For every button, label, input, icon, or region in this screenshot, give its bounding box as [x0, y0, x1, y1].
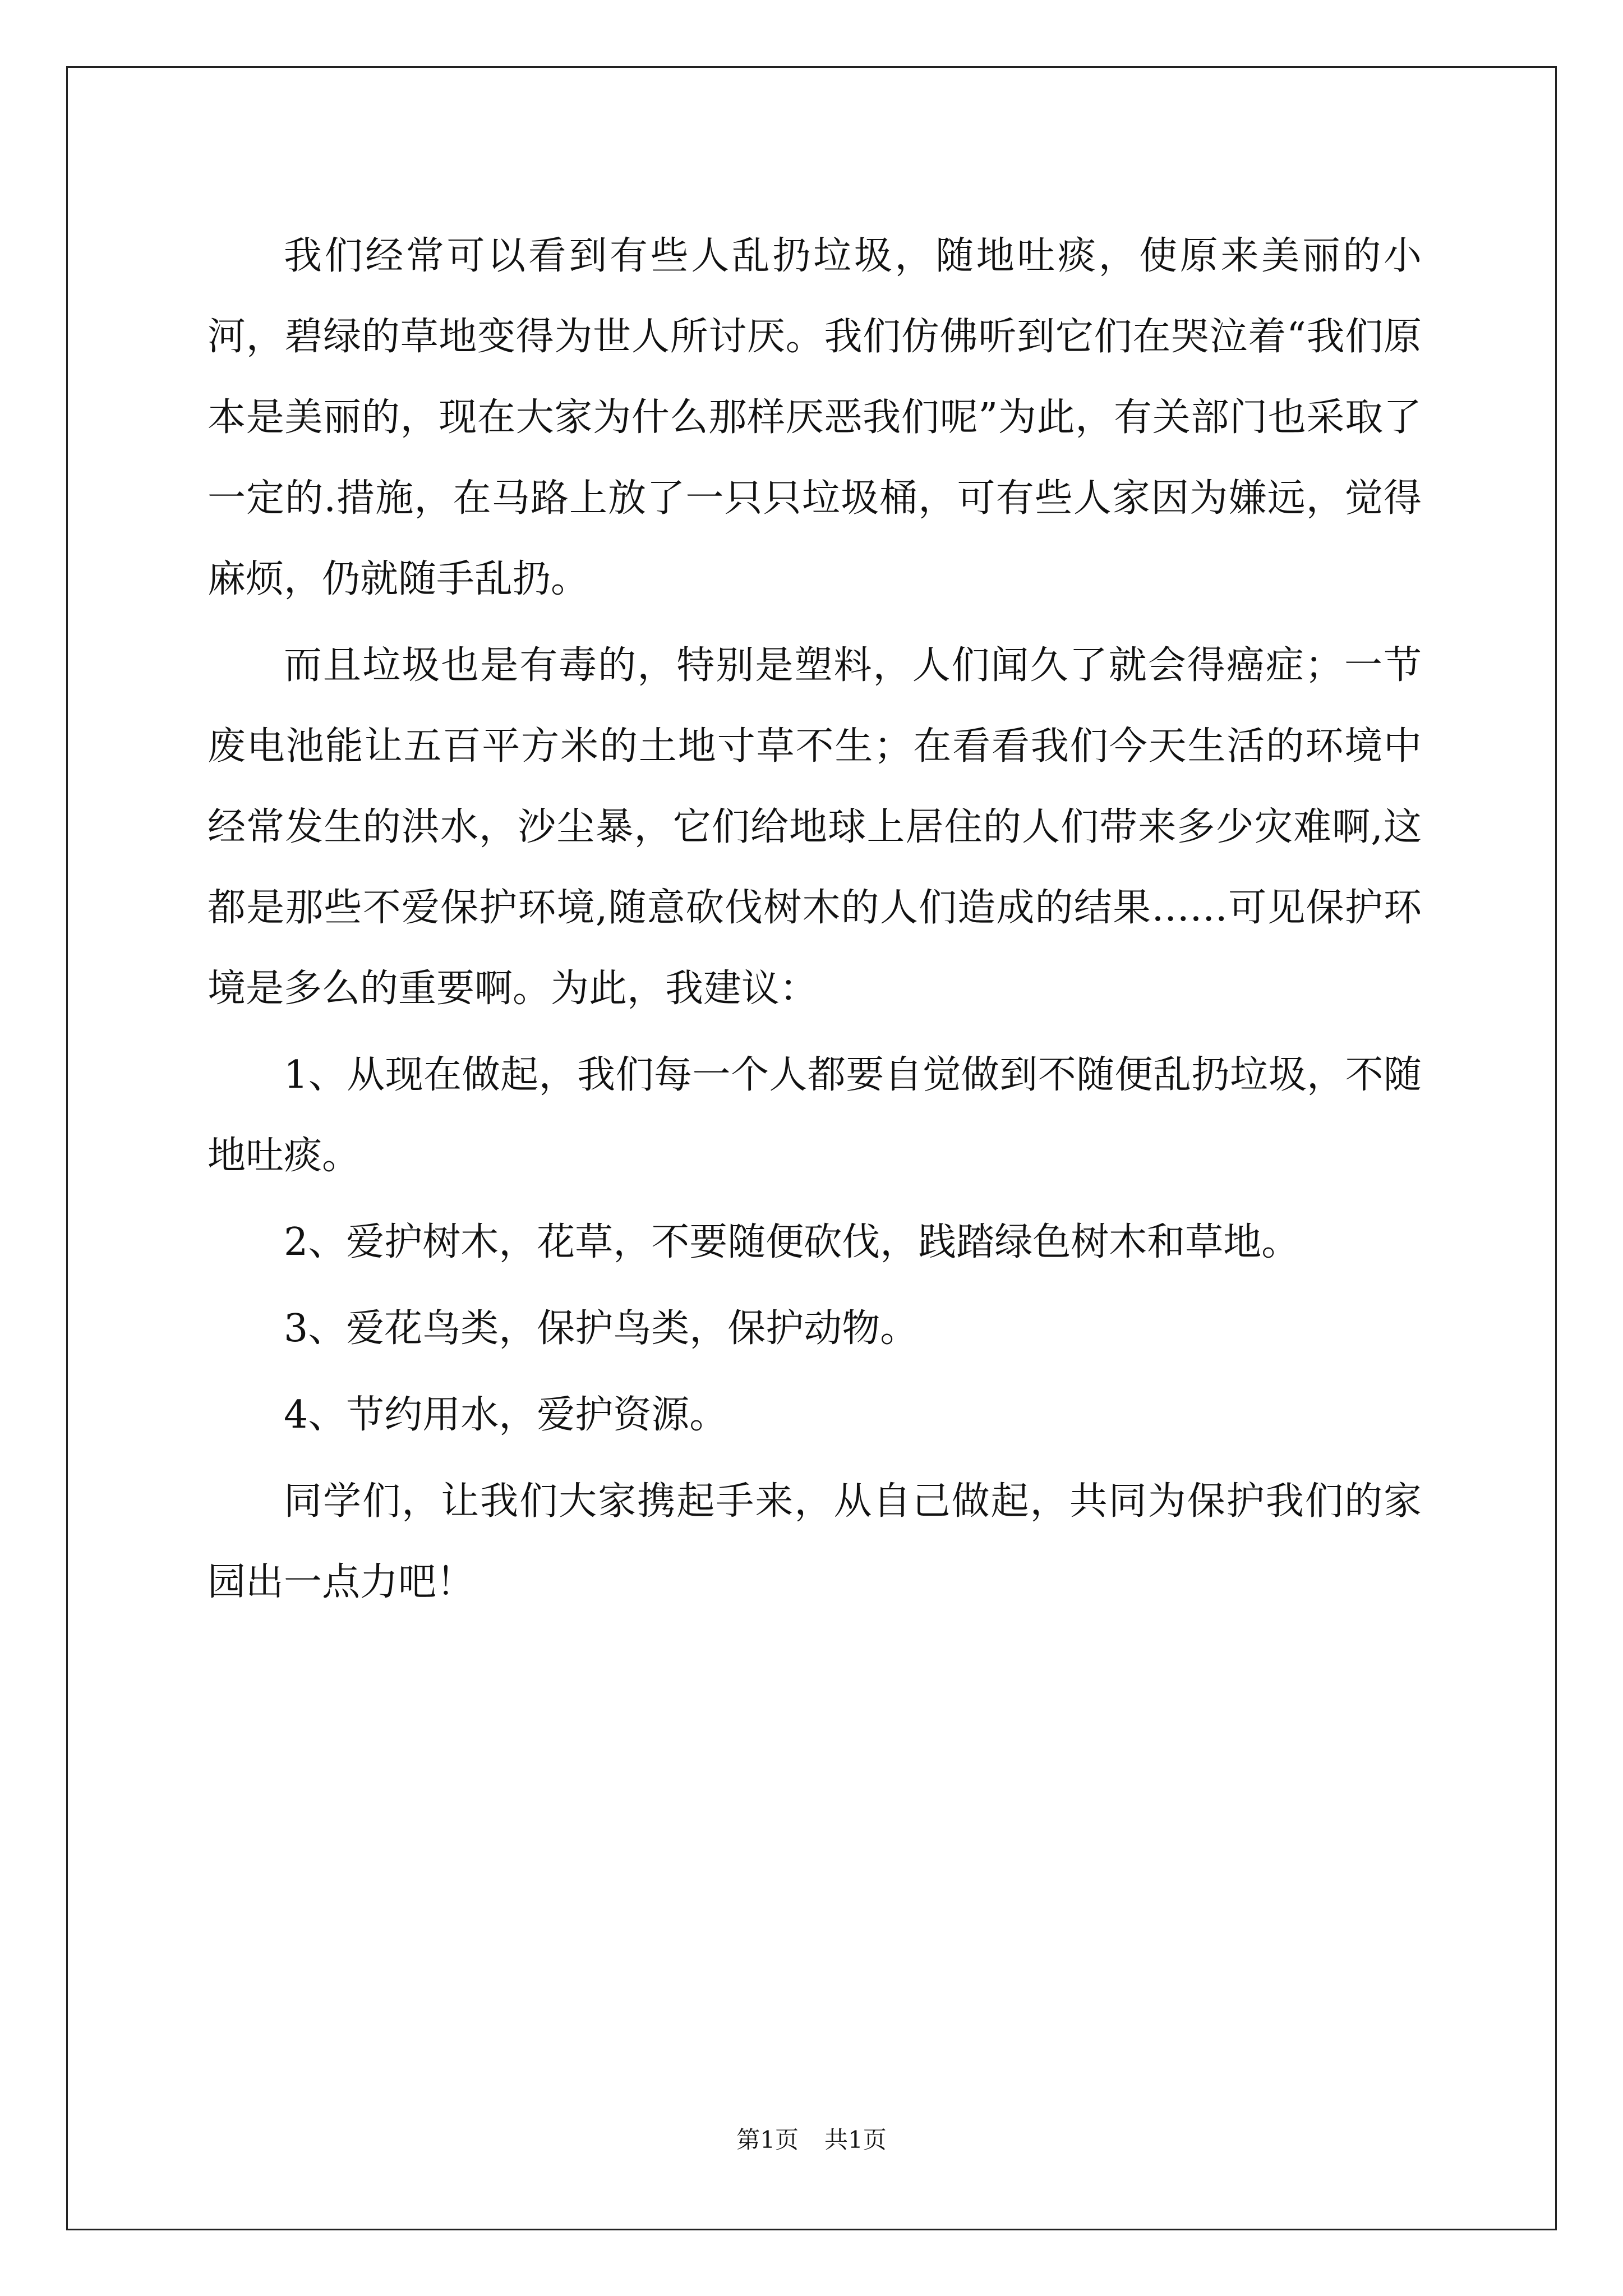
paragraph: 3、爱花鸟类，保护鸟类，保护动物。	[284, 1306, 919, 1351]
page-number: 第1页	[736, 2126, 799, 2154]
paragraph: 1、从现在做起，我们每一个人都要自觉做到不随便乱扔垃圾，不随地吐痰。	[208, 1053, 1422, 1178]
page-total: 共1页	[824, 2126, 887, 2154]
paragraph: 我们经常可以看到有些人乱扔垃圾，随地吐痰，使原来美丽的小河，碧绿的草地变得为世人所讨厌。我们仿佛听到它们在哭泣着“我们原本是美丽的，现在大家为什么那样厌恶我们呢”为此，有关部门也采取了一定的.措施，在马路上放了一只只垃圾桶，可有些人家因为嫌远，觉得麻烦，仍就随手乱扔。	[208, 234, 1422, 601]
paragraph: 2、爱护树木，花草，不要随便砍伐，践踏绿色树木和草地。	[284, 1220, 1300, 1264]
document-body	[208, 216, 1422, 1628]
paragraph: 4、节约用水，爱护资源。	[284, 1393, 728, 1437]
paragraph: 而且垃圾也是有毒的，特别是塑料，人们闻久了就会得癌症；一节废电池能让五百平方米的土地寸草不生；在看看我们今天生活的环境中经常发生的洪水，沙尘暴，它们给地球上居住的人们带来多少灾难啊,这都是那些不爱保护环境,随意砍伐树木的人们造成的结果……可见保护环境是多么的重要啊。为此，我建议：	[208, 643, 1422, 1011]
page-footer	[0, 2126, 1623, 2154]
paragraph: 同学们，让我们大家携起手来，从自己做起，共同为保护我们的家园出一点力吧！	[208, 1479, 1422, 1604]
